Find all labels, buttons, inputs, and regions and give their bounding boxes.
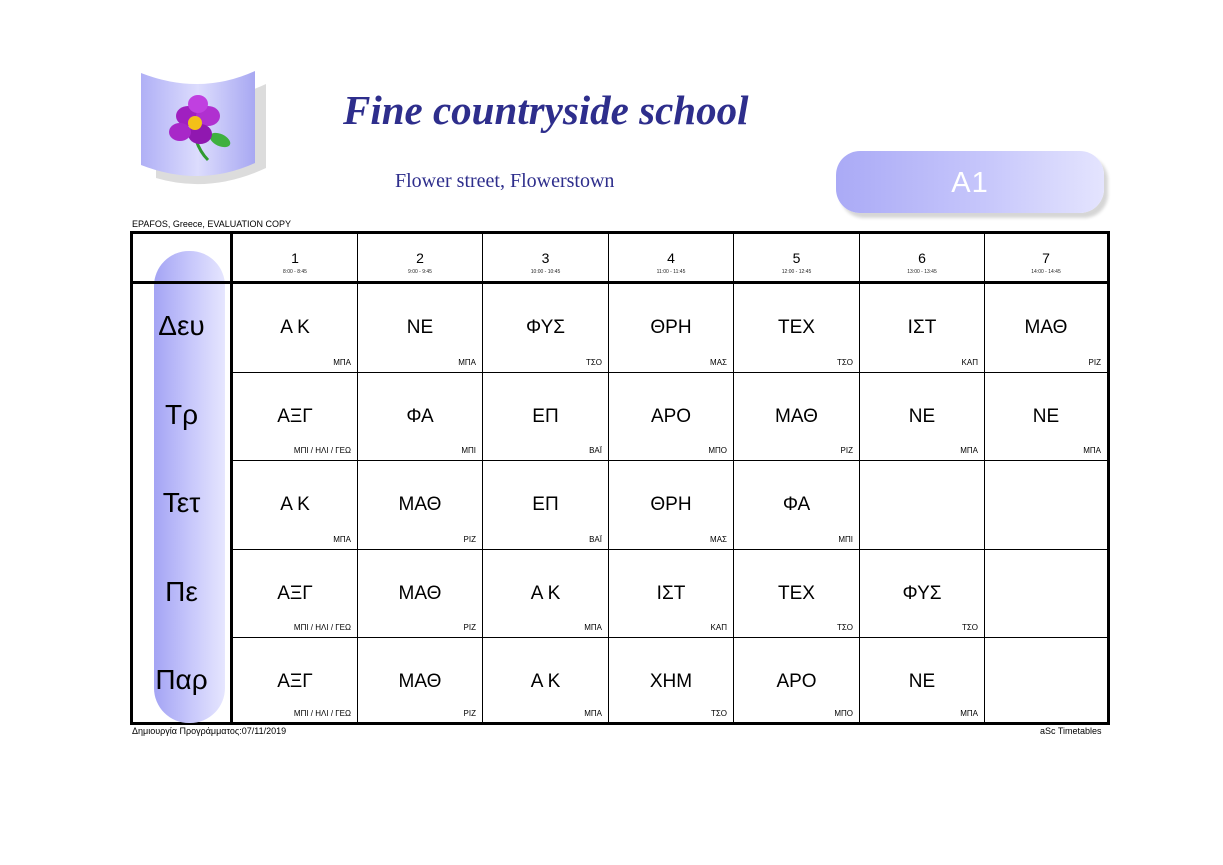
lesson-cell[interactable] bbox=[483, 373, 608, 460]
lesson-teacher: ΜΠΑ bbox=[333, 358, 351, 367]
period-time: 14:00 - 14:45 bbox=[1031, 269, 1061, 275]
lesson-subject: ΜΑΘ bbox=[775, 406, 818, 427]
lesson-cell[interactable] bbox=[609, 638, 733, 723]
lesson-cell[interactable] bbox=[609, 284, 733, 372]
lesson-subject: ΕΠ bbox=[532, 494, 559, 515]
class-name: A1 bbox=[951, 167, 989, 199]
lesson-subject: ΜΑΘ bbox=[398, 583, 442, 604]
lesson-cell[interactable] bbox=[734, 461, 859, 549]
lesson-cell[interactable] bbox=[358, 284, 482, 372]
lesson-cell[interactable] bbox=[609, 550, 733, 637]
lesson-cell[interactable] bbox=[358, 550, 482, 637]
lesson-teacher: ΤΣΟ bbox=[836, 623, 853, 632]
period-header bbox=[734, 234, 859, 281]
lesson-subject: Α Κ bbox=[280, 494, 310, 515]
lesson-teacher: ΜΠΑ bbox=[960, 709, 978, 718]
lesson-cell[interactable] bbox=[233, 373, 357, 460]
lesson-subject: ΦΥΣ bbox=[526, 317, 565, 338]
lesson-subject: ΝΕ bbox=[1032, 406, 1060, 427]
lesson-teacher: ΜΠΙ / ΗΛΙ / ΓΕΩ bbox=[293, 623, 351, 632]
lesson-teacher: ΜΠΟ bbox=[708, 446, 727, 455]
period-header bbox=[233, 234, 357, 281]
lesson-cell[interactable] bbox=[860, 373, 984, 460]
lesson-teacher: ΒΑΪ bbox=[589, 446, 602, 455]
empty-cell[interactable] bbox=[860, 461, 984, 549]
lesson-teacher: ΚΑΠ bbox=[710, 623, 727, 632]
lesson-cell[interactable] bbox=[734, 284, 859, 372]
period-header bbox=[483, 234, 608, 281]
lesson-subject: ΘΡΗ bbox=[650, 317, 692, 338]
empty-cell[interactable] bbox=[985, 550, 1107, 637]
day-label-thursday: Πε bbox=[165, 576, 198, 607]
period-number: 3 bbox=[541, 250, 550, 266]
lesson-cell[interactable] bbox=[483, 461, 608, 549]
lesson-teacher: ΡΙΖ bbox=[463, 535, 476, 544]
lesson-subject: ΤΕΧ bbox=[778, 317, 815, 338]
lesson-cell[interactable] bbox=[233, 550, 357, 637]
class-badge bbox=[836, 151, 1104, 213]
lesson-subject: Α Κ bbox=[530, 671, 561, 692]
period-number: 5 bbox=[792, 250, 801, 266]
period-header bbox=[609, 234, 733, 281]
lesson-cell[interactable] bbox=[483, 638, 608, 723]
lesson-teacher: ΜΑΣ bbox=[710, 535, 727, 544]
lesson-subject: ΧΗΜ bbox=[649, 671, 693, 692]
lesson-subject: ΙΣΤ bbox=[656, 583, 686, 604]
lesson-cell[interactable] bbox=[860, 550, 984, 637]
lesson-teacher: ΜΑΣ bbox=[710, 358, 727, 367]
lesson-cell[interactable] bbox=[985, 284, 1107, 372]
lesson-teacher: ΜΠΙ bbox=[838, 535, 853, 544]
lesson-subject: ΕΠ bbox=[532, 406, 559, 427]
period-header bbox=[358, 234, 482, 281]
lesson-subject: ΑΡΟ bbox=[650, 406, 692, 427]
lesson-teacher: ΡΙΖ bbox=[840, 446, 853, 455]
lesson-cell[interactable] bbox=[358, 373, 482, 460]
period-header bbox=[985, 234, 1107, 281]
period-time: 9:00 - 9:45 bbox=[408, 269, 432, 275]
software-credit: aSc Timetables bbox=[1040, 726, 1102, 736]
lesson-teacher: ΡΙΖ bbox=[463, 709, 476, 718]
period-number: 7 bbox=[1042, 250, 1050, 266]
lesson-cell[interactable] bbox=[358, 638, 482, 723]
lesson-cell[interactable] bbox=[734, 638, 859, 723]
lesson-subject: ΦΑ bbox=[782, 494, 811, 515]
lesson-subject: ΑΞΓ bbox=[277, 406, 313, 427]
lesson-subject: Α Κ bbox=[280, 317, 310, 338]
lesson-teacher: ΜΠΙ / ΗΛΙ / ΓΕΩ bbox=[293, 446, 351, 455]
lesson-teacher: ΡΙΖ bbox=[1088, 358, 1101, 367]
period-number: 1 bbox=[291, 250, 299, 266]
period-number: 4 bbox=[667, 250, 675, 266]
school-logo bbox=[138, 70, 273, 188]
lesson-teacher: ΜΠΑ bbox=[458, 358, 476, 367]
period-time: 12:00 - 12:45 bbox=[781, 269, 812, 275]
empty-cell[interactable] bbox=[985, 638, 1107, 723]
lesson-cell[interactable] bbox=[483, 284, 608, 372]
lesson-teacher: ΒΑΪ bbox=[589, 535, 602, 544]
lesson-subject: ΝΕ bbox=[908, 406, 936, 427]
lesson-cell[interactable] bbox=[483, 550, 608, 637]
lesson-subject: ΑΞΓ bbox=[277, 583, 313, 604]
lesson-subject: ΑΡΟ bbox=[776, 671, 817, 692]
school-address: Flower street, Flowerstown bbox=[395, 170, 615, 192]
lesson-teacher: ΡΙΖ bbox=[463, 623, 476, 632]
lesson-cell[interactable] bbox=[609, 373, 733, 460]
lesson-cell[interactable] bbox=[734, 373, 859, 460]
period-time: 11:00 - 11:45 bbox=[656, 269, 686, 275]
lesson-subject: ΜΑΘ bbox=[398, 671, 442, 692]
lesson-subject: ΝΕ bbox=[908, 671, 936, 692]
period-header bbox=[860, 234, 984, 281]
day-label-monday: Δευ bbox=[158, 310, 205, 341]
lesson-teacher: ΜΠΑ bbox=[960, 446, 978, 455]
lesson-teacher: ΤΣΟ bbox=[585, 358, 602, 367]
lesson-cell[interactable] bbox=[233, 461, 357, 549]
lesson-teacher: ΚΑΠ bbox=[961, 358, 978, 367]
timetable-grid bbox=[130, 231, 1110, 725]
lesson-subject: ΜΑΘ bbox=[398, 494, 442, 515]
lesson-cell[interactable] bbox=[985, 373, 1107, 460]
school-name: Fine countryside school bbox=[343, 87, 749, 133]
lesson-cell[interactable] bbox=[358, 461, 482, 549]
period-time: 8:00 - 8:45 bbox=[283, 269, 307, 275]
lesson-teacher: ΤΣΟ bbox=[961, 623, 978, 632]
lesson-subject: ΘΡΗ bbox=[650, 494, 692, 515]
lesson-cell[interactable] bbox=[860, 284, 984, 372]
lesson-teacher: ΤΣΟ bbox=[836, 358, 853, 367]
day-label-wednesday: Τετ bbox=[162, 487, 201, 518]
lesson-cell[interactable] bbox=[609, 461, 733, 549]
lesson-subject: ΦΑ bbox=[406, 406, 434, 427]
lesson-subject: ΜΑΘ bbox=[1024, 317, 1068, 338]
lesson-teacher: ΜΠΙ / ΗΛΙ / ΓΕΩ bbox=[293, 709, 351, 718]
lesson-teacher: ΜΠΑ bbox=[333, 535, 351, 544]
lesson-subject: ΦΥΣ bbox=[902, 583, 942, 604]
day-label-tuesday: Τρ bbox=[164, 399, 199, 430]
lesson-subject: ΤΕΧ bbox=[778, 583, 815, 604]
period-number: 2 bbox=[416, 250, 424, 266]
period-time: 13:00 - 13:45 bbox=[907, 269, 937, 275]
lesson-teacher: ΜΠΑ bbox=[584, 623, 602, 632]
lesson-subject: Α Κ bbox=[530, 583, 561, 604]
lesson-teacher: ΜΠΑ bbox=[1083, 446, 1101, 455]
period-number: 6 bbox=[918, 250, 926, 266]
period-time: 10:00 - 10:45 bbox=[530, 269, 561, 275]
creation-date-note: Δημιουργία Προγράμματος:07/11/2019 bbox=[132, 726, 287, 736]
empty-cell[interactable] bbox=[985, 461, 1107, 549]
lesson-teacher: ΜΠΙ bbox=[461, 446, 476, 455]
lesson-teacher: ΤΣΟ bbox=[710, 709, 727, 718]
evaluation-note: EPAFOS, Greece, EVALUATION COPY bbox=[132, 219, 292, 229]
lesson-subject: ΙΣΤ bbox=[907, 317, 937, 338]
lesson-cell[interactable] bbox=[860, 638, 984, 723]
day-label-friday: Παρ bbox=[155, 664, 208, 695]
lesson-teacher: ΜΠΑ bbox=[584, 709, 602, 718]
lesson-teacher: ΜΠΟ bbox=[834, 709, 853, 718]
lesson-subject: ΑΞΓ bbox=[277, 671, 313, 692]
lesson-cell[interactable] bbox=[233, 638, 357, 723]
lesson-subject: ΝΕ bbox=[406, 317, 434, 338]
lesson-cell[interactable] bbox=[233, 284, 357, 372]
lesson-cell[interactable] bbox=[734, 550, 859, 637]
